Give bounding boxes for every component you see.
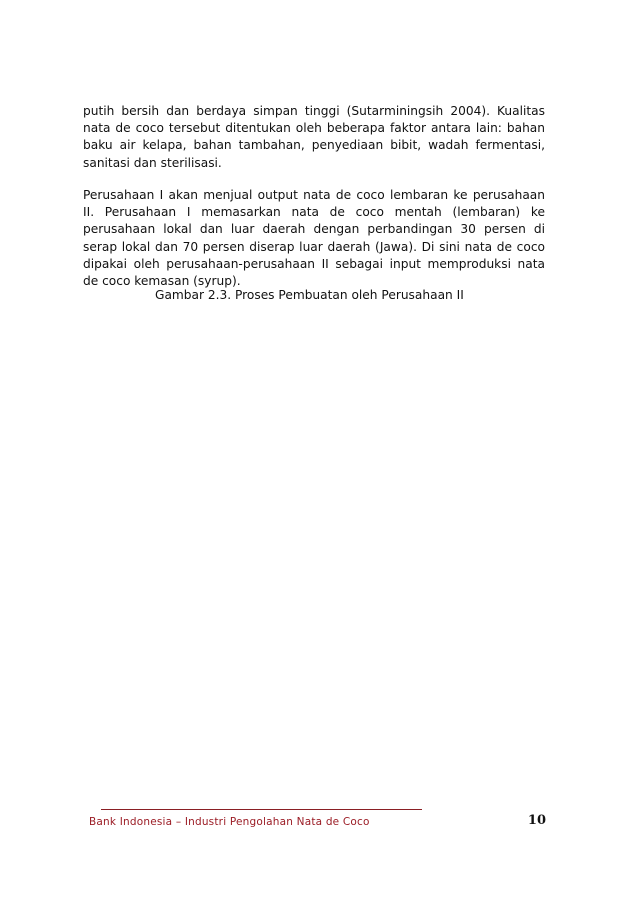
footer-title: Bank Indonesia – Industri Pengolahan Nata de Coco [89,816,370,828]
page-number: 10 [527,813,546,828]
body-paragraph: putih bersih dan berdaya simpan tinggi (Sutarminingsih 2004). Kualitas nata de coco tersebut ditentukan oleh beberapa faktor antara lain: bahan baku air kelapa, bahan tambahan, penyediaan bibit, wadah fermentasi, sanitasi dan sterilisasi. [83,104,545,170]
body-paragraph: Perusahaan I akan menjual output nata de coco lembaran ke perusahaan II. Perusahaan I memasarkan nata de coco mentah (lembaran) ke perusahaan lokal dan luar daerah dengan perbandingan 30 persen di serap lokal dan 70 persen diserap luar daerah (Jawa). Di sini nata de coco dipakai oleh perusahaan-perusahaan II sebagai input memproduksi nata de coco kemasan (syrup). [83,188,545,289]
figure-caption: Gambar 2.3. Proses Pembuatan oleh Perusahaan II [155,288,464,302]
footer-divider [101,809,422,810]
